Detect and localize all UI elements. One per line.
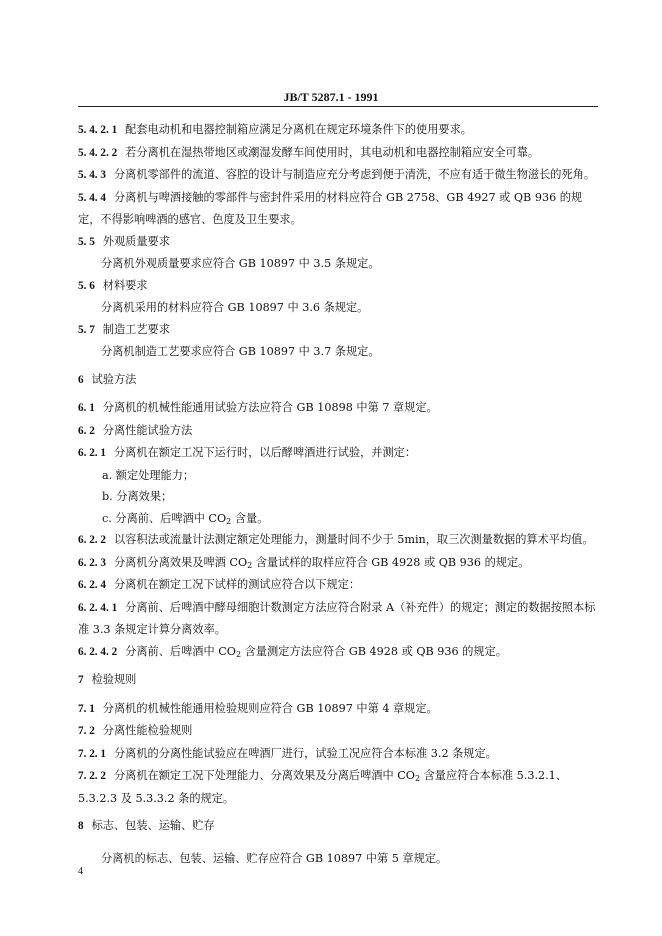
clause-6-2-4: [78, 574, 602, 597]
clause-number: 6. 2. 3: [78, 556, 106, 569]
paragraph: 分离机外观质量要求应符合 GB 10897 中 3.5 条规定。: [101, 257, 380, 270]
subscript: 2: [414, 774, 421, 783]
heading-text: 制造工艺要求: [102, 322, 170, 336]
clause-text: 分离机的机械性能通用试验方法应符合 GB 10898 中第 7 章规定。: [102, 401, 438, 414]
clause-number: 6. 2. 4. 2: [78, 645, 118, 658]
clause-number: 7. 2. 2: [78, 770, 106, 782]
clause-number: 5. 5: [78, 235, 95, 248]
section-heading-5-7: [78, 319, 602, 342]
chapter-heading-6: [78, 369, 602, 392]
chapter-heading-7: [78, 669, 602, 692]
heading-text: 分离性能试验方法: [102, 423, 193, 437]
section-heading-5-5: [78, 231, 602, 254]
chapter-heading-8: [78, 815, 602, 838]
clause-5-4-2-1: [78, 119, 602, 142]
clause-7-2-2: [78, 765, 602, 809]
heading-text: 分离性能检验规则: [102, 724, 193, 737]
heading-text: 试验方法: [91, 372, 137, 386]
clause-number: 6. 2: [78, 424, 95, 437]
clause-number: 6. 2. 4: [78, 579, 106, 591]
clause-text: 分离机在额定工况下运行时，以后酵啤酒进行试验，并测定：: [113, 446, 417, 459]
section-heading-5-6: [78, 275, 602, 298]
header-rule: [78, 106, 598, 107]
section-heading-6-2: [78, 420, 602, 443]
clause-6-2-2: [78, 529, 602, 552]
page-header: JB/T 5287.1 - 1991: [283, 90, 379, 104]
clause-7-1: [78, 698, 602, 721]
clause-6-2-4-2: [78, 641, 602, 664]
clause-text: 分离机的分离性能试验应在啤酒厂进行，试验工况应符合本标准 3.2 条规定。: [113, 746, 497, 760]
text-part: 分离前、后啤酒中 CO: [125, 644, 236, 658]
paragraph: 分离机的标志、包装、运输、贮存应符合 GB 10897 中第 5 章规定。: [101, 851, 448, 865]
clause-number: 5. 4. 3: [78, 169, 106, 181]
clause-text: 分离机在额定工况下试样的测试应符合以下规定：: [113, 578, 361, 591]
text-part: 含量应符合本标准 5.3.2.1、5.3.2.3 及 5.3.3.2 条的规定。: [78, 769, 567, 805]
clause-number: 5. 4. 4: [78, 191, 106, 204]
clause-number: 5. 6: [78, 279, 95, 292]
clause-5-4-3: [78, 164, 602, 187]
heading-text: 检验规则: [91, 673, 137, 686]
clause-number: 6. 2. 4. 1: [78, 601, 118, 614]
heading-text: 标志、包装、运输、贮存: [91, 819, 215, 832]
clause-number: 6. 2. 2: [78, 534, 106, 546]
clause-number: 5. 4. 2. 1: [78, 124, 118, 136]
heading-text: 材料要求: [102, 278, 148, 292]
chapter-number: 6: [78, 373, 84, 386]
chapter-number: 7: [78, 674, 84, 686]
clause-number: 7. 1: [78, 702, 95, 715]
text-part: c. 分离前、后啤酒中 CO: [102, 511, 227, 525]
paragraph: 分离机采用的材料应符合 GB 10897 中 3.6 条规定。: [101, 301, 369, 314]
subscript: 2: [226, 516, 232, 526]
list-item-b: b. 分离效果；: [102, 490, 173, 503]
clause-6-2-3: [78, 552, 602, 575]
text-part: 含量。: [231, 511, 269, 525]
clause-text: 分离前、后啤酒中酵母细胞计数测定方法应符合附录 A（补充件）的规定；测定的数据按照本标准 3.3 条规定计算分离效率。: [78, 600, 596, 636]
clause-number: 7. 2: [78, 725, 95, 737]
section-heading-7-2: [78, 720, 602, 743]
clause-number: 6. 2. 1: [78, 447, 106, 459]
clause-number: 5. 4. 2. 2: [78, 146, 118, 159]
text-part: 含量测定方法应符合 GB 4928 或 QB 936 的规定。: [241, 644, 507, 658]
list-item-c: [78, 508, 602, 530]
paragraph: 分离机制造工艺要求应符合 GB 10897 中 3.7 条规定。: [101, 345, 380, 358]
subscript: 2: [247, 560, 253, 570]
chapter-number: 8: [78, 820, 84, 832]
clause-number: 5. 7: [78, 323, 95, 336]
page-number: 4: [78, 866, 83, 877]
text-part: 分离机分离效果及啤酒 CO: [113, 555, 248, 569]
clause-5-4-2-2: [78, 142, 602, 165]
text-part: 分离机在额定工况下处理能力、分离效果及分离后啤酒中 CO: [113, 769, 415, 782]
clause-text: 分离机与啤酒接触的零部件与密封件采用的材料应符合 GB 2758、GB 4927 或 QB 936 的规定，不得影响啤酒的感官、色度及卫生要求。: [78, 190, 583, 226]
document-body: [78, 119, 602, 869]
list-item-a: a. 额定处理能力；: [102, 468, 195, 482]
clause-number: 7. 2. 1: [78, 747, 106, 760]
clause-6-1: [78, 397, 602, 420]
clause-number: 6. 1: [78, 402, 95, 414]
clause-5-4-4: [78, 187, 602, 231]
clause-text: 分离机零部件的流道、容腔的设计与制造应充分考虑到便于清洗，不应有适于微生物滋长的死角。: [113, 168, 596, 181]
clause-6-2-1: [78, 442, 602, 465]
clause-text: 分离机的机械性能通用检验规则应符合 GB 10897 中第 4 章规定。: [102, 701, 438, 715]
clause-6-2-4-1: [78, 597, 602, 641]
clause-text: 以容积法或流量计法测定额定处理能力，测量时间不少于 5min，取三次测量数据的算术平均值。: [113, 533, 594, 546]
heading-text: 外观质量要求: [102, 234, 170, 248]
clause-7-2-1: [78, 743, 602, 766]
clause-text: 配套电动机和电器控制箱应满足分离机在规定环境条件下的使用要求。: [125, 123, 472, 136]
subscript: 2: [235, 649, 242, 659]
text-part: 含量试样的取样应符合 GB 4928 或 QB 936 的规定。: [252, 555, 530, 569]
clause-text: 若分离机在湿热带地区或潮湿发酵车间使用时，其电动机和电器控制箱应安全可靠。: [125, 145, 540, 159]
